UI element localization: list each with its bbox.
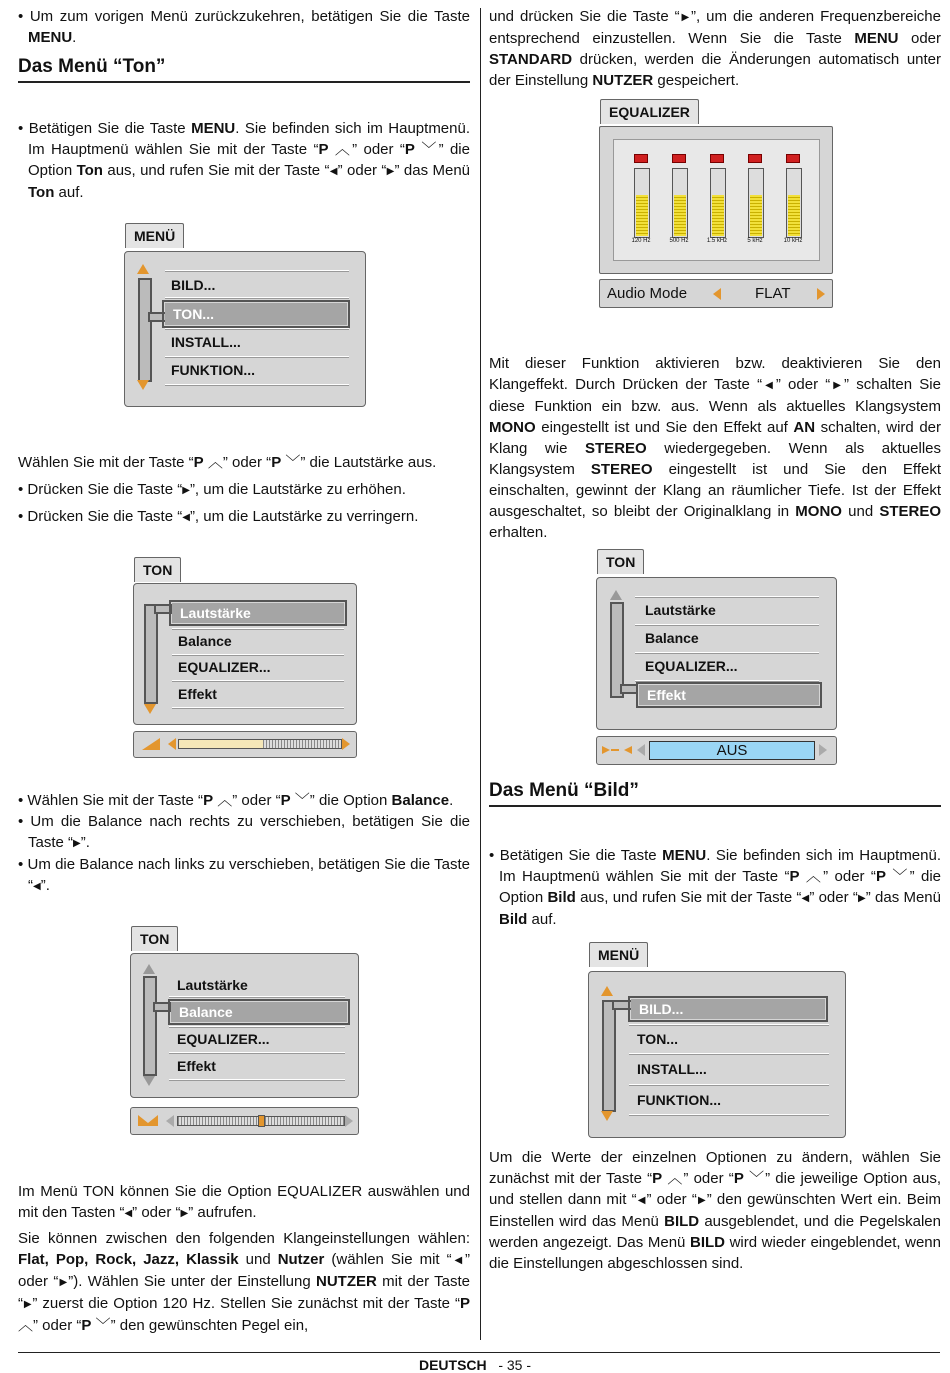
menu-tab: MENÜ — [125, 223, 184, 248]
menu-item-effekt[interactable]: Effekt — [177, 1058, 216, 1074]
paragraph-menu-bild: • Betätigen Sie die Taste MENU. Sie befinden sich im Hauptmenü. Im Hauptmenü wählen Sie mit der Taste “P ︿” oder “P ﹀” die Option Bild aus, und rufen Sie mit der Taste “◀” oder “▶” das Menü Bild auf. — [489, 847, 942, 928]
audio-mode-bar — [599, 279, 833, 308]
balance-bar — [130, 1107, 359, 1135]
scroll-down-arrow-icon[interactable] — [144, 704, 156, 714]
menu-divider — [165, 356, 349, 357]
menu-item-ton-selected[interactable]: TON... — [165, 303, 347, 325]
scroll-up-arrow-icon[interactable] — [143, 964, 155, 974]
balance-icon — [138, 1115, 158, 1126]
balance-left-arrow-icon[interactable] — [166, 1115, 174, 1127]
menu-item-balance-selected[interactable]: Balance — [171, 1002, 347, 1022]
band-led — [748, 154, 762, 163]
effekt-left-arrow-icon[interactable] — [637, 744, 645, 756]
page-number: - 35 - — [498, 1357, 532, 1373]
band-slider-120hz[interactable] — [634, 168, 650, 238]
menu-item-lautstaerke[interactable]: Lautstärke — [177, 977, 248, 993]
left-triangle-icon: ◀ — [329, 166, 338, 177]
menu-item-lautstaerke-selected[interactable]: Lautstärke — [172, 603, 344, 623]
volume-bar — [133, 731, 357, 758]
band-slider-500hz[interactable] — [672, 168, 688, 238]
menu-tab: MENÜ — [589, 942, 648, 967]
band-led — [710, 154, 724, 163]
right-column — [489, 6, 941, 91]
band-label: 10 kHz — [783, 238, 803, 244]
balance-slider[interactable] — [177, 1116, 345, 1126]
paragraph-back: • Um zum vorigen Menü zurückzukehren, betätigen Sie die Taste MENU. — [18, 8, 470, 46]
down-caret-icon: ﹀ — [421, 141, 439, 158]
scroll-connector — [620, 684, 638, 694]
footer-rule — [18, 1352, 940, 1353]
effekt-icon — [602, 744, 632, 756]
scroll-track[interactable] — [143, 976, 157, 1076]
volume-instructions: Wählen Sie mit der Taste “P ︿” oder “P ﹀” die Lautstärke aus. • Drücken Sie die Taste “▶”, um die Lautstärke zu erhöhen. • Drücken Sie die Taste “◀”, um die Lautstärke zu verringern. — [18, 454, 437, 525]
menu-item-install[interactable]: INSTALL... — [171, 334, 241, 350]
volume-fill — [179, 740, 263, 748]
ton-tab: TON — [131, 926, 178, 951]
ton-menu-panel-balance — [130, 953, 359, 1098]
paragraph-menu-ton: • Betätigen Sie die Taste MENU. Sie befinden sich im Hauptmenü. Im Hauptmenü wählen Sie mit der Taste “P ︿” oder “P ﹀” die Option Ton aus, und rufen Sie mit der Taste “◀” oder “▶” das Menü Ton auf. — [18, 120, 471, 201]
menu-divider — [165, 328, 349, 329]
volume-decrease-arrow-icon[interactable] — [168, 738, 176, 750]
effekt-right-arrow-icon[interactable] — [819, 744, 827, 756]
menu-divider — [165, 297, 349, 298]
heading-ton: Das Menü “Ton” — [18, 56, 470, 83]
volume-icon — [142, 738, 160, 750]
scroll-track[interactable] — [138, 278, 152, 382]
scroll-track[interactable] — [602, 1000, 616, 1112]
menu-item-balance[interactable]: Balance — [645, 630, 699, 646]
audio-mode-label: Audio Mode — [607, 285, 688, 302]
scroll-up-arrow-icon[interactable] — [610, 590, 622, 600]
up-caret-icon: ︿ — [334, 141, 353, 158]
menu-item-balance[interactable]: Balance — [178, 633, 232, 649]
equalizer-instructions: Im Menü TON können Sie die Option EQUALIZER auswählen und mit den Tasten “◀” oder “▶” aufrufen. Sie können zwischen den folgenden Klangeinstellungen wählen: Flat, Pop, Rock, Jazz, Klassik und Nutzer (wählen Sie mit “◀” oder “▶”). Wählen Sie unter der Einstellung NUTZER mit der Taste “▶” zuerst die Option 120 Hz. Stellen Sie zunächst mit der Taste “P ︿” oder “P ﹀” den gewünschten Pegel ein, — [18, 1183, 470, 1334]
scroll-down-arrow-icon[interactable] — [601, 1111, 613, 1121]
menu-item-equalizer[interactable]: EQUALIZER... — [177, 1031, 270, 1047]
ton-tab: TON — [134, 557, 181, 582]
menu-item-funktion[interactable]: FUNKTION... — [637, 1092, 721, 1108]
equalizer-panel — [599, 126, 833, 274]
scroll-connector — [154, 604, 172, 614]
menu-item-bild-selected[interactable]: BILD... — [631, 999, 825, 1019]
equalizer-tab: EQUALIZER — [600, 99, 699, 124]
scroll-down-arrow-icon[interactable] — [137, 380, 149, 390]
effekt-paragraph: Mit dieser Funktion aktivieren bzw. deaktivieren Sie den Klangeffekt. Durch Drücken der Taste “◀” oder “▶” schalten Sie diese Funktion ein bzw. aus. Wenn als aktuelles Klangsystem MONO eingestellt ist und Sie den Effekt auf AN schalten, wird der Klang wie STEREO wiedergegeben. Wenn als aktuelles Klangsystem STEREO eingestellt ist und Sie den Effekt einschalten, gewinnt der Klang an räumlicher Tiefe. Ist der Effekt ausgeschaltet, so bleibt der Originalklang in MONO und STEREO erhalten. — [489, 355, 942, 541]
balance-instructions: • Wählen Sie mit der Taste “P ︿” oder “P ﹀” die Option Balance. • Um die Balance nach rechts zu verschieben, betätigen Sie die Taste “▶”. • Um die Balance nach links zu verschieben, betätigen Sie die Taste “◀”. — [18, 792, 471, 894]
band-label: 120 Hz — [631, 238, 651, 244]
balance-right-arrow-icon[interactable] — [345, 1115, 353, 1127]
scroll-down-arrow-icon[interactable] — [143, 1076, 155, 1086]
menu-item-bild[interactable]: BILD... — [171, 277, 216, 293]
effekt-value[interactable]: AUS — [649, 741, 815, 760]
scroll-up-arrow-icon[interactable] — [601, 986, 613, 996]
band-led — [634, 154, 648, 163]
paragraph-equalizer-cont: und drücken Sie die Taste “▶”, um die anderen Frequenzbereiche entsprechend einzustellen. Wenn Sie die Taste MENU oder STANDARD drücken, werden die Änderungen automatisch unter der Einstellung NUTZER gespeichert. — [489, 8, 942, 89]
ton-menu-panel — [133, 583, 357, 725]
main-menu-panel — [124, 251, 366, 407]
menu-item-funktion[interactable]: FUNKTION... — [171, 362, 255, 378]
scroll-connector — [153, 1002, 171, 1012]
ton-menu-panel-effekt — [596, 577, 837, 730]
bild-values-paragraph: Um die Werte der einzelnen Optionen zu ändern, wählen Sie zunächst mit der Taste “P ︿” oder “P ﹀” die jeweilige Option aus, und stellen dann mit “◀” oder “▶” den gewünschten Wert ein. Beim Einstellen wird das Menü BILD ausgeblendet, und die Pegelskalen werden angezeigt. Das Menü BILD wird wieder eingeblendet, wenn die Einstellungen abgeschlossen sind. — [489, 1149, 941, 1272]
menu-item-equalizer[interactable]: EQUALIZER... — [178, 659, 271, 675]
band-slider-1-5khz[interactable] — [710, 168, 726, 238]
scroll-track[interactable] — [144, 604, 158, 704]
effekt-bar — [596, 736, 837, 765]
menu-item-effekt[interactable]: Effekt — [178, 686, 217, 702]
right-triangle-icon: ▶ — [386, 166, 395, 177]
volume-increase-arrow-icon[interactable] — [342, 738, 350, 750]
heading-bild: Das Menü “Bild” — [489, 780, 941, 807]
band-led — [672, 154, 686, 163]
menu-item-install[interactable]: INSTALL... — [637, 1061, 707, 1077]
menu-item-ton[interactable]: TON... — [637, 1031, 678, 1047]
menu-divider — [165, 270, 349, 271]
page-footer — [0, 1357, 950, 1373]
menu-divider — [165, 384, 349, 385]
equalizer-display — [613, 139, 820, 261]
scroll-up-arrow-icon[interactable] — [137, 264, 149, 274]
band-slider-10khz[interactable] — [786, 168, 802, 238]
menu-item-effekt-selected[interactable]: Effekt — [639, 685, 819, 705]
left-column — [18, 6, 470, 203]
band-label: 5 kHz — [747, 238, 763, 244]
band-led — [786, 154, 800, 163]
balance-thumb[interactable] — [258, 1115, 265, 1127]
menu-item-lautstaerke[interactable]: Lautstärke — [645, 602, 716, 618]
audio-mode-right-arrow-icon[interactable] — [817, 288, 825, 300]
column-divider — [480, 8, 481, 1340]
ton-tab: TON — [597, 549, 644, 574]
main-menu-panel-bild — [588, 971, 846, 1138]
band-label: 1.5 kHz — [706, 238, 728, 244]
audio-mode-left-arrow-icon[interactable] — [713, 288, 721, 300]
volume-slider[interactable] — [178, 739, 342, 749]
audio-mode-value[interactable]: FLAT — [755, 285, 791, 302]
band-label: 500 Hz — [669, 238, 689, 244]
footer-language: DEUTSCH — [418, 1357, 487, 1373]
band-slider-5khz[interactable] — [748, 168, 764, 238]
menu-item-equalizer[interactable]: EQUALIZER... — [645, 658, 738, 674]
